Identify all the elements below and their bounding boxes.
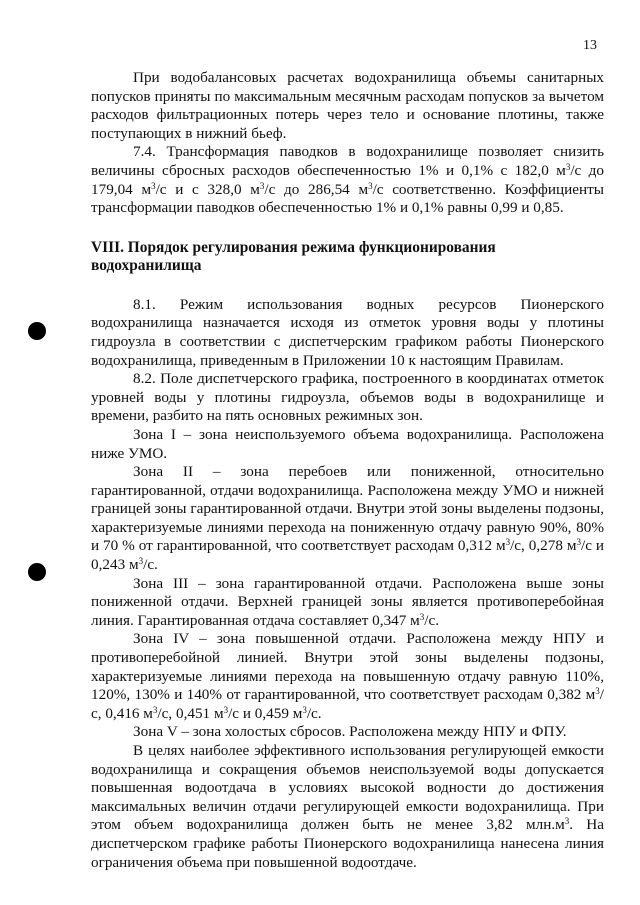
paragraph: Зона IV – зона повышенной отдачи. Расположена между НПУ и противоперебойной линией. Внутри этой зоны выделены подзоны, характеризуемые линиями перехода на повышенную отдачу равную 110%, 120%, 130% и 140% от гарантированной, что соответствует расходам 0,382 $м^3/с$, 0,416 $м^3/с$, 0,451 $м^3/с$ и 0,459 $м^3/с$. — [91, 630, 604, 722]
paragraph: Зона III – зона гарантированной отдачи. Расположена выше зоны пониженной отдачи. Верхней границей зоны является противоперебойная линия. Гарантированная отдача составляет 0,347 $м^3/с$. — [91, 574, 604, 629]
punch-hole-mark — [28, 563, 46, 581]
document-body — [91, 69, 604, 872]
paragraph: Зона II – зона перебоев или пониженной, относительно гарантированной, отдачи водохранилища. Расположена между УМО и нижней границей зоны гарантированной отдачи. Внутри этой зоны выделены подзоны, характеризуемые линиями перехода на пониженную отдачу равную 90%, 80% и 70 % от гарантированной, что соответствует расходам 0,312 $м^3/с$, 0,278 $м^3/с$ и 0,243 $м^3/с$. — [91, 463, 604, 574]
paragraph: Зона I – зона неиспользуемого объема водохранилища. Расположена ниже УМО. — [91, 425, 604, 462]
paragraph: Зона V – зона холостых сбросов. Расположена между НПУ и ФПУ. — [133, 723, 567, 741]
paragraph: 8.1. Режим использования водных ресурсов Пионерского водохранилища назначается исходя из отметок уровня воды у плотины гидроузла в соответствии с диспетчерским графиком работы Пионерского водохранилища, приведенным в Приложении 10 к настоящим Правилам. — [91, 295, 604, 369]
section-heading: VIII. Порядок регулирования режима функционирования водохранилища — [91, 238, 496, 274]
punch-hole-mark — [28, 322, 46, 340]
paragraph: 8.2. Поле диспетчерского графика, построенного в координатах отметок уровней воды у плотины гидроузла, объемов воды в водохранилище и времени, разбито на пять основных режимных зон. — [91, 370, 604, 425]
paragraph: При водобалансовых расчетах водохранилища объемы санитарных попусков приняты по максимальным месячным расходам попусков за вычетом расходов фильтрационных потерь через тело и основание плотины, также поступающих в нижний бьеф. — [91, 69, 604, 142]
paragraph: В целях наиболее эффективного использования регулирующей емкости водохранилища и сокращения объемов неиспользуемой воды допускается повышенная водоотдача в условиях высокой водности до достижения максимальных величин отдачи регулирующей емкости водохранилища. При этом объем водохранилища должен быть не менее 3,82 $млн.м^3$. На диспетчерском графике работы Пионерского водохранилища нанесена линия ограничения объема при повышенной водоотдаче. — [91, 742, 604, 871]
paragraph: 7.4. Трансформация паводков в водохранилище позволяет снизить величины сбросных расходов обеспеченностью 1% и 0,1% с 182,0 $м^3/с$ до 179,04 $м^3/с$ и с 328,0 $м^3/с$ до 286,54 $м^3/с$ соответственно. Коэффициенты трансформации паводков обеспеченностью 1% и 0,1% равны 0,99 и 0,85. — [91, 143, 604, 217]
page-number: 13 — [583, 38, 597, 53]
